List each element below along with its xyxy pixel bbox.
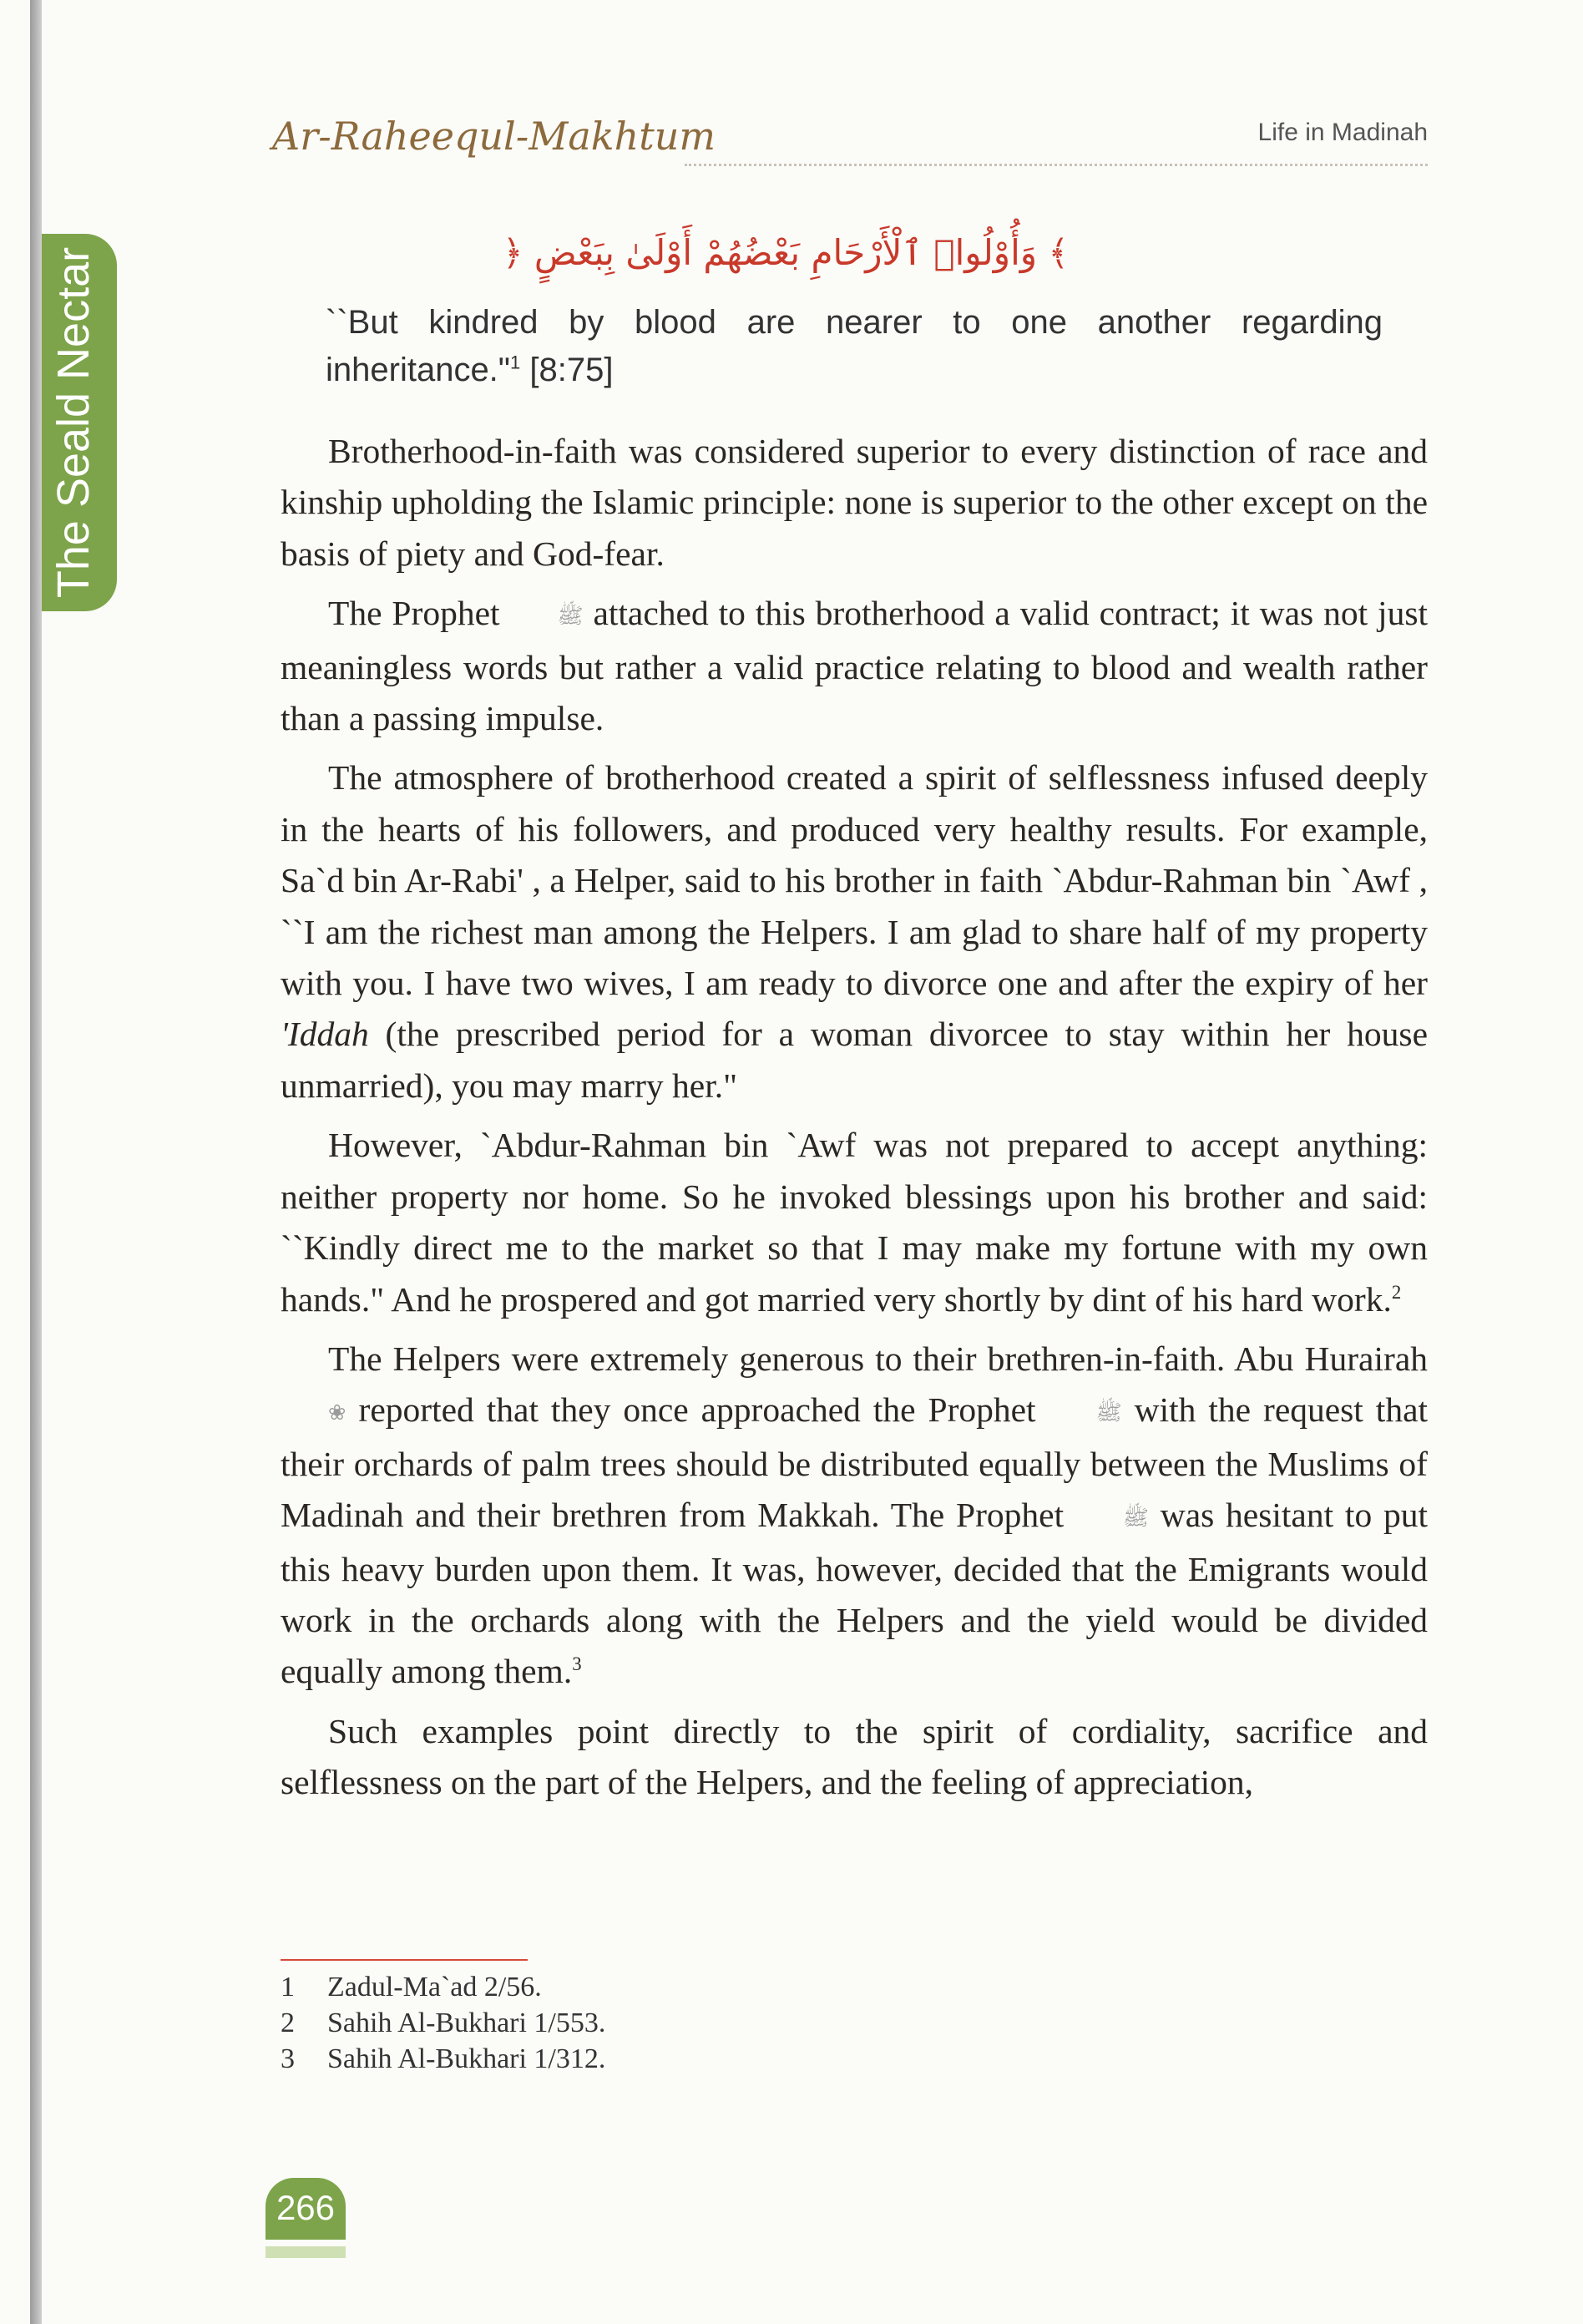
footnote-text: Sahih Al-Bukhari 1/553.: [327, 2008, 606, 2038]
radiyallah-icon: ❀: [328, 1400, 346, 1425]
verse-close-bracket: ﴿: [502, 232, 523, 273]
paragraph-2-text-b: attached to this brotherhood a valid contract; it was not just meaningless words but rather a valid practice relating to blood and wealth rather than a passing impulse.: [281, 594, 1429, 738]
footnote-rule: [281, 1959, 528, 1961]
paragraph-5-text-a: The Helpers were extremely generous to their brethren-in-faith. Abu Hurairah: [328, 1339, 1428, 1378]
paragraph-5: [281, 1334, 1428, 1698]
footnote-number: 2: [281, 2008, 295, 2038]
header-dotted-rule: [685, 164, 1428, 166]
footnote-text: Sahih Al-Bukhari 1/312.: [327, 2043, 606, 2074]
footnote-ref-1: 1: [510, 352, 521, 373]
verse-open-bracket: ﴾: [1048, 232, 1069, 273]
footnote-1: [281, 1969, 1032, 2005]
paragraph-3-text-a: The atmosphere of brotherhood created a spirit of selflessness infused deeply in the hearts of his followers, and produced very healthy results. For example, Sa`d bin Ar-Rabi' , a Helper, said to his brother in faith `Abdur-Rahman bin `Awf , ``I am the richest man among the Helpers. I am glad to share half of my property with you. I have two wives, I am ready to divorce one and after the expiry of her: [281, 758, 1428, 1003]
body-text: [281, 426, 1428, 1817]
footnote-ref-3: 3: [572, 1653, 582, 1675]
translation-text: ``But kindred by blood are nearer to one another regarding inheritance.": [326, 304, 1383, 388]
paragraph-2-text-a: The Prophet: [328, 594, 500, 633]
paragraph-5-text-d: was hesitant to put this heavy burden upon them. It was, however, decided that the Emigrants would work in the orchards along with the Helpers and the yield would be divided equally among them.: [281, 1496, 1428, 1691]
salutation-icon: ﷺ: [557, 604, 584, 629]
page-number-underbar: [266, 2246, 346, 2258]
paragraph-1: Brotherhood-in-faith was considered superior to every distinction of race and kinship upholding the Islamic principle: none is superior to the other except on the basis of piety and God-fear.: [281, 432, 1428, 573]
chapter-title: Life in Madinah: [1257, 119, 1428, 146]
footnote-text: Zadul-Ma`ad 2/56.: [327, 1972, 542, 2002]
paragraph-4: [281, 1120, 1428, 1325]
book-spine-shadow: [30, 0, 42, 2324]
paragraph-6: Such examples point directly to the spirit of cordiality, sacrifice and selflessness on the part of the Helpers, and the feeling of appreciation,: [281, 1711, 1428, 1802]
footnote-number: 3: [281, 2043, 295, 2074]
arabic-verse: [502, 232, 1069, 273]
paragraph-2: [281, 588, 1428, 744]
page-number: 266: [276, 2188, 336, 2227]
book-title: Ar-Raheequl-Makhtum: [272, 114, 716, 159]
salutation-icon: ﷺ: [1122, 1506, 1149, 1531]
footnotes: [281, 1969, 1032, 2077]
footnote-3: [281, 2041, 1032, 2077]
paragraph-3: [281, 752, 1428, 1111]
paragraph-3-text-b: (the prescribed period for a woman divorcee to stay within her house unmarried), you may marry her.": [281, 1015, 1428, 1105]
salutation-icon: ﷺ: [1095, 1400, 1122, 1425]
paragraph-5-text-b: reported that they once approached the Prophet: [358, 1390, 1036, 1430]
paragraph-5-text-c: with the request that their orchards of palm trees should be distributed equally between the Muslims of Madinah and their brethren from Makkah. The Prophet: [281, 1390, 1429, 1535]
verse-reference: [8:75]: [529, 352, 614, 388]
verse-translation: [326, 299, 1383, 394]
side-tab-label: The Seald Nectar: [48, 246, 99, 599]
footnote-number: 1: [281, 1972, 295, 2002]
paragraph-4-text: However, `Abdur-Rahman bin `Awf was not prepared to accept anything: neither property nor home. So he invoked blessings upon his brother and said: ``Kindly direct me to the market so that I may make my fortune with my own hands." And he prospered and got married very shortly by dint of his hard work.: [281, 1126, 1428, 1319]
footnote-ref-2: 2: [1391, 1281, 1402, 1303]
footnote-2: [281, 2005, 1032, 2041]
verse-arabic-text: وَأُوْلُوا۟ ٱلْأَرْحَامِ بَعْضُهُمْ أَوْلَىٰ بِبَعْضٍ: [534, 232, 1038, 273]
iddah-term: 'Iddah: [281, 1015, 369, 1054]
